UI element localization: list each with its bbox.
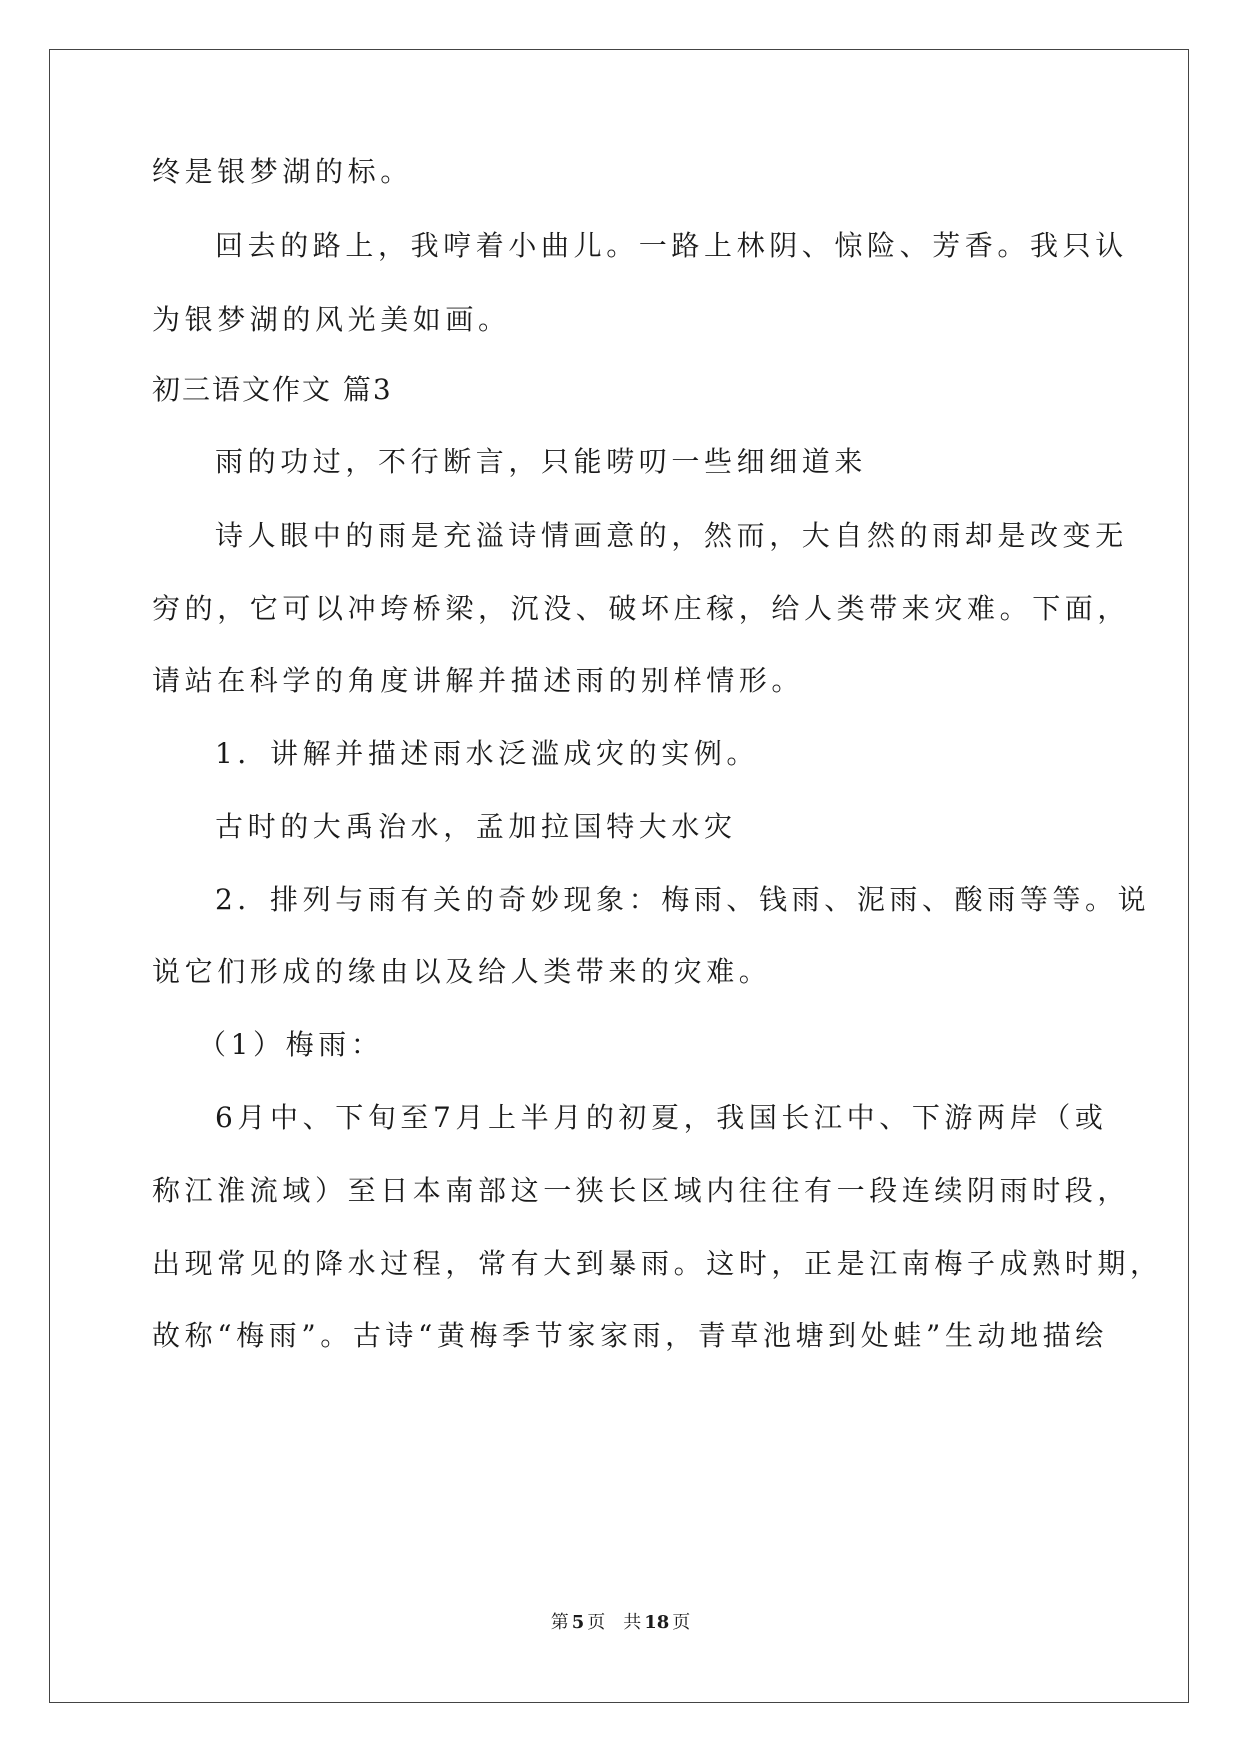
page-footer bbox=[0, 1611, 1241, 1635]
total-prefix: 共 bbox=[623, 1612, 642, 1633]
page-suffix: 页 bbox=[587, 1612, 606, 1633]
text-line-1: 终是银梦湖的标。 bbox=[152, 155, 413, 188]
text-line-5: 雨的功过，不行断言，只能唠叨一些细细道来 bbox=[215, 445, 868, 478]
text-line-13: （1）梅雨： bbox=[198, 1028, 384, 1061]
page-number: 5 bbox=[571, 1612, 585, 1633]
text-line-17: 故称“梅雨”。古诗“黄梅季节家家雨，青草池塘到处蛙”生动地描绘 bbox=[152, 1319, 1108, 1352]
total-suffix: 页 bbox=[672, 1612, 691, 1633]
text-line-16: 出现常见的降水过程，常有大到暴雨。这时，正是江南梅子成熟时期， bbox=[152, 1247, 1163, 1280]
section-heading: 初三语文作文 篇3 bbox=[152, 373, 393, 406]
text-line-10: 古时的大禹治水，孟加拉国特大水灾 bbox=[215, 810, 737, 843]
text-line-12: 说它们形成的缘由以及给人类带来的灾难。 bbox=[152, 955, 772, 988]
total-pages: 18 bbox=[644, 1612, 670, 1633]
text-line-7: 穷的，它可以冲垮桥梁，沉没、破坏庄稼，给人类带来灾难。下面， bbox=[152, 592, 1131, 625]
text-line-15: 称江淮流域）至日本南部这一狭长区域内往往有一段连续阴雨时段， bbox=[152, 1174, 1131, 1207]
page-prefix: 第 bbox=[550, 1612, 569, 1633]
page-border bbox=[49, 49, 1189, 1703]
text-line-9: 1．讲解并描述雨水泛滥成灾的实例。 bbox=[215, 737, 760, 770]
text-line-3: 为银梦湖的风光美如画。 bbox=[152, 303, 511, 336]
text-line-6: 诗人眼中的雨是充溢诗情画意的，然而，大自然的雨却是改变无 bbox=[215, 519, 1128, 552]
text-line-14: 6月中、下旬至7月上半月的初夏，我国长江中、下游两岸（或 bbox=[215, 1101, 1108, 1134]
text-line-8: 请站在科学的角度讲解并描述雨的别样情形。 bbox=[152, 664, 805, 697]
text-line-11: 2．排列与雨有关的奇妙现象：梅雨、钱雨、泥雨、酸雨等等。说 bbox=[215, 883, 1151, 916]
text-line-2: 回去的路上，我哼着小曲儿。一路上林阴、惊险、芳香。我只认 bbox=[215, 229, 1128, 262]
